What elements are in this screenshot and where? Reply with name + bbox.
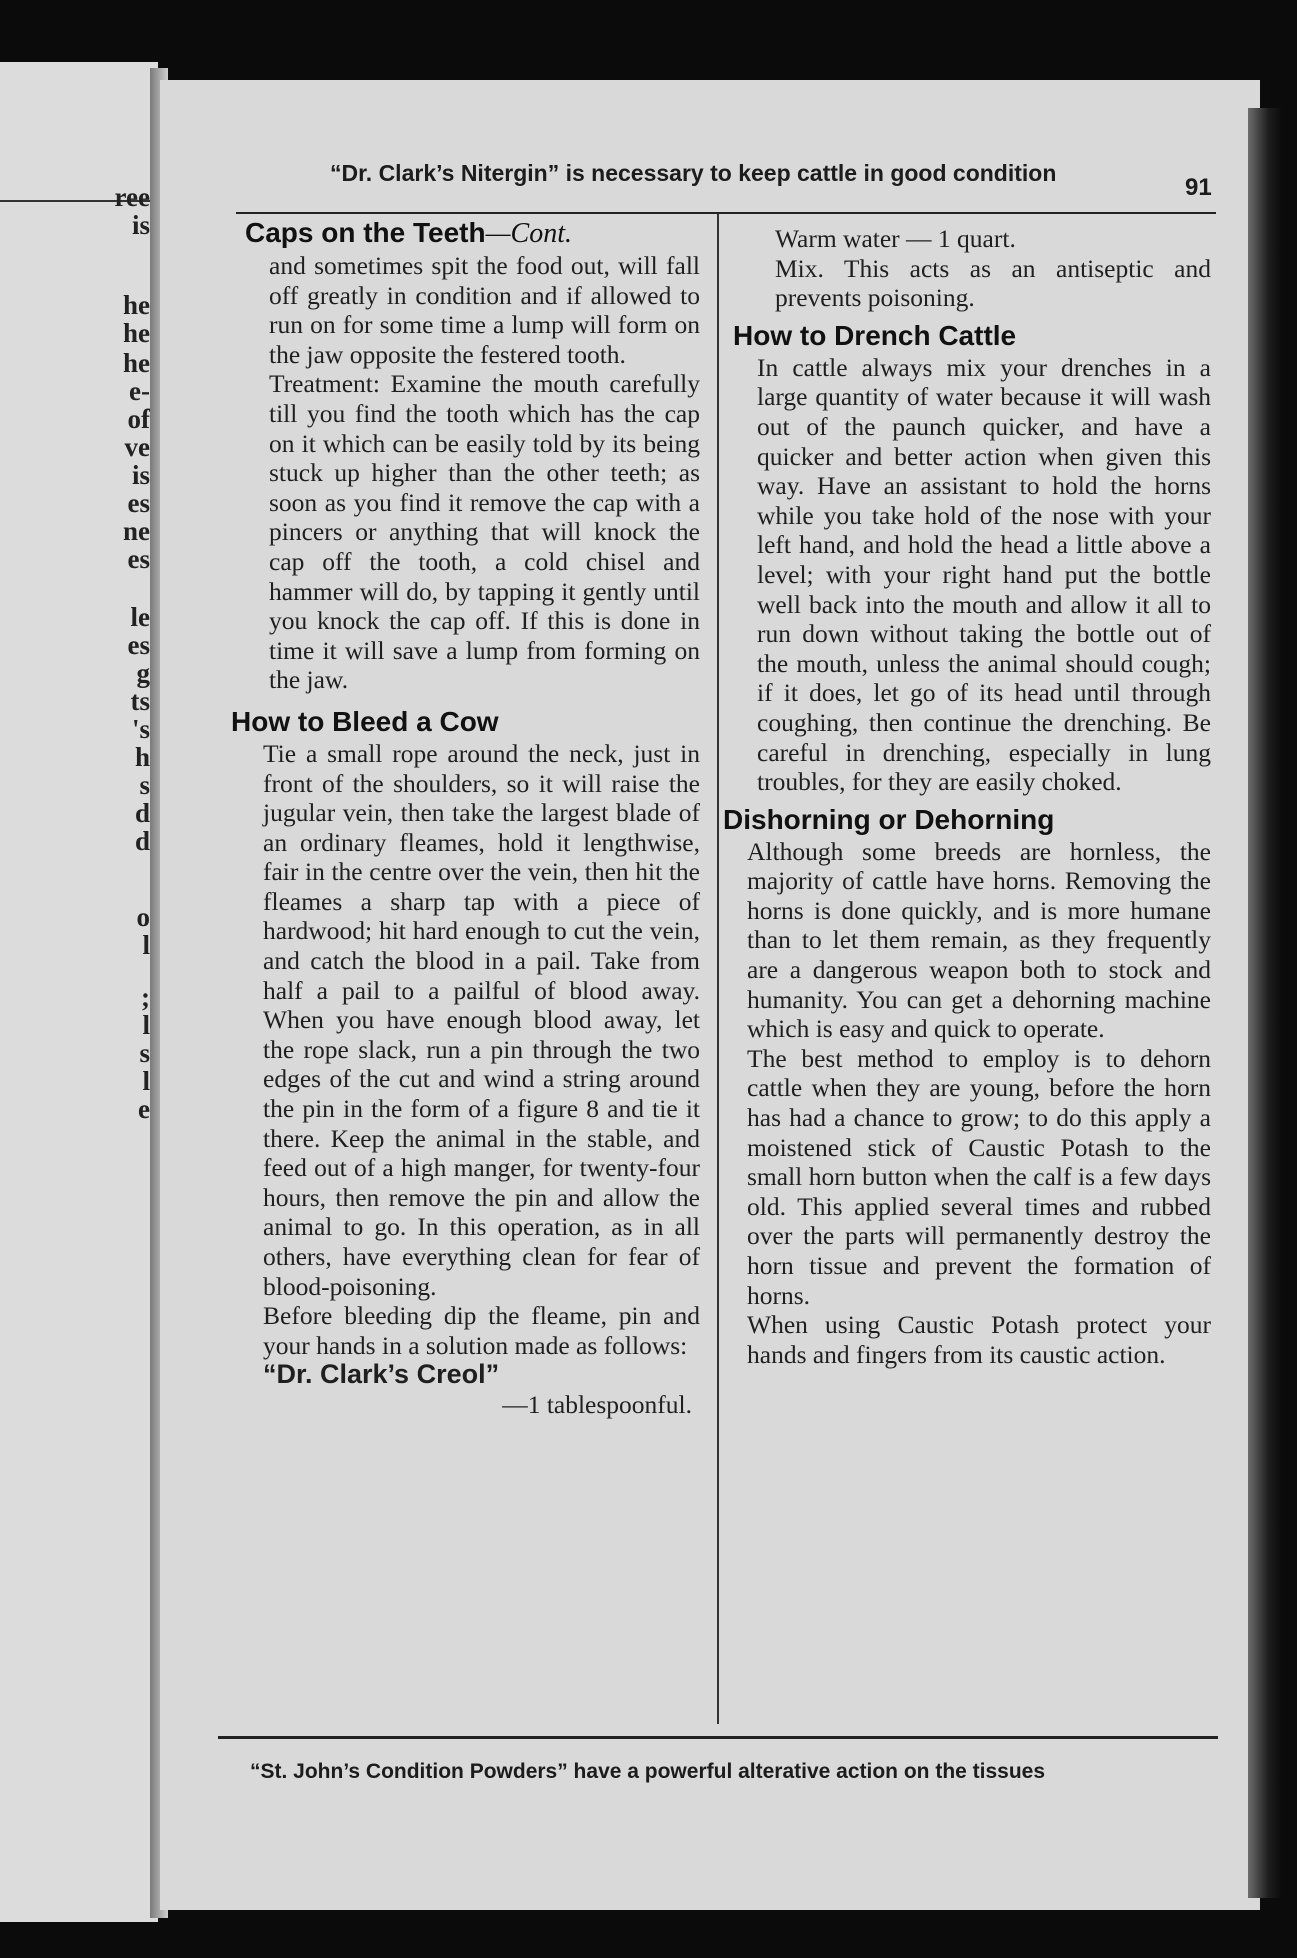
facing-page-fragment: is	[131, 210, 150, 240]
facing-page-fragment: d	[134, 826, 150, 856]
facing-page-edge	[0, 62, 158, 1922]
running-footer: “St. John’s Condition Powders” have a powerful alterative action on the tissues	[250, 1760, 1046, 1783]
product-name: “Dr. Clark’s Creol”	[263, 1359, 500, 1390]
running-title: “Dr. Clark’s Nitergin” is necessary to keep cattle in good condition	[330, 160, 1057, 186]
facing-page-fragment: ts	[130, 686, 150, 716]
section-heading-caps: Caps on the Teeth—Cont.	[245, 217, 572, 249]
facing-page-fragment: l	[142, 930, 150, 960]
facing-page-fragment: 's	[131, 714, 150, 744]
facing-page-fragment: es	[127, 488, 150, 518]
section-heading-dehorn: Dishorning or Dehorning	[723, 803, 1055, 835]
paragraph: Although some breeds are hornless, the majority of cattle have horns. Removing the horns is done quickly, and is more humane than to let them remain, as they frequently are a dangerous weapon both to stock and humanity. You can get a dehorning machine which is easy and quick to operate.	[747, 836, 1211, 1044]
paragraph: Tie a small rope around the neck, just in front of the shoulders, so it will raise the jugular vein, then take the largest blade of an ordinary fleames, hold it lengthwise, fair in the centre over the vein, then hit the fleames a sharp tap with a piece of hardwood; hit hard enough to cut the vein, and catch the blood in a pail. Take from half a pail to a pailful of blood away. When you have enough blood away, let the rope slack, run a pin through the two edges of the cut and wind a string around the pin in the form of a figure 8 and tie it there. Keep the animal in the stable, and feed out of a high manger, for twenty-four hours, then remove the pin and allow the animal to go. In this operation, as in all others, have everything clean for fear of blood-poisoning.	[263, 738, 700, 1301]
running-header	[330, 160, 1230, 200]
paragraph: In cattle always mix your drenches in a large quantity of water because it will wash out of the paunch quicker, and have a quicker and better action when given this way. Have an assistant to hold the horns while you take hold of the nose with your left hand, and hold the head a little above a level; with your right hand put the bottle well back into the mouth and allow it all to run down without taking the bottle out of the mouth, unless the animal should cough; if it does, let go of its head until through coughing, then continue the drenching. Be careful in drenching, especially in lung troubles, for they are easily choked.	[757, 352, 1211, 797]
facing-page-fragment: ne	[123, 516, 150, 546]
facing-page-fragment: is	[131, 460, 150, 490]
facing-page-fragment: ree	[114, 182, 150, 212]
paragraph: Before bleeding dip the fleame, pin and your hands in a solution made as follows:	[263, 1301, 700, 1360]
column-divider	[717, 214, 719, 1724]
facing-page-fragment: es	[127, 630, 150, 660]
section-heading-bleed: How to Bleed a Cow	[231, 705, 499, 737]
paragraph: When using Caustic Potash protect your hands and fingers from its caustic action.	[747, 1310, 1211, 1369]
paragraph: and sometimes spit the food out, will fall off greatly in condition and if allowed to run on for some time a lump will form on the jaw opposite the festered tooth.	[269, 251, 700, 369]
continued-label: —Cont.	[485, 218, 572, 249]
paragraph: Mix. This acts as an antiseptic and prevents poisoning.	[775, 253, 1211, 313]
facing-page-fragment: le	[130, 602, 150, 632]
footer-rule	[218, 1736, 1218, 1739]
facing-page-fragment: ;	[141, 982, 150, 1012]
facing-page-fragment: of	[127, 404, 150, 434]
paragraph: The best method to employ is to dehorn cattle when they are young, before the horn has had a chance to grow; to do this apply a moistened stick of Caustic Potash to the small horn button when the calf is a few days old. This applied several times and rubbed over the parts will permanently destroy the horn tissue and prevent the formation of horns.	[747, 1043, 1211, 1310]
ingredient-line: Warm water — 1 quart.	[775, 224, 1016, 253]
facing-page-fragment: e-	[129, 376, 150, 406]
page-stack-edge	[1248, 108, 1282, 1898]
facing-page-fragment: h	[134, 742, 150, 772]
facing-page-fragment: s	[139, 1038, 150, 1068]
dosage: —1 tablespoonful.	[502, 1389, 692, 1419]
paragraph: Treatment: Examine the mouth carefully till you find the tooth which has the cap on it which can be easily told by its being stuck up higher than the other teeth; as soon as you find it remove the cap with a pincers or anything that will knock the cap off the tooth, a cold chisel and hammer will do, by tapping it gently until you knock the cap off. If this is done in time it will save a lump from forming on the jaw.	[269, 369, 700, 695]
left-column	[231, 216, 700, 1420]
facing-page-fragment: s	[139, 770, 150, 800]
facing-page-fragment: e	[138, 1094, 150, 1124]
facing-page-fragment: he	[123, 318, 150, 348]
facing-page-fragment: o	[136, 902, 150, 932]
facing-page-fragment: he	[123, 290, 150, 320]
facing-page-fragment: es	[127, 544, 150, 574]
header-rule	[236, 212, 1216, 214]
right-column	[723, 224, 1211, 1369]
facing-page-fragment: d	[134, 798, 150, 828]
facing-page-fragment: l	[142, 1066, 150, 1096]
section-heading-drench: How to Drench Cattle	[733, 319, 1017, 351]
facing-page-fragment: g	[136, 658, 150, 688]
page-number: 91	[1185, 174, 1212, 201]
facing-page-fragment: l	[142, 1010, 150, 1040]
facing-page-fragment: ve	[124, 432, 150, 462]
facing-page-fragment: he	[123, 348, 150, 378]
